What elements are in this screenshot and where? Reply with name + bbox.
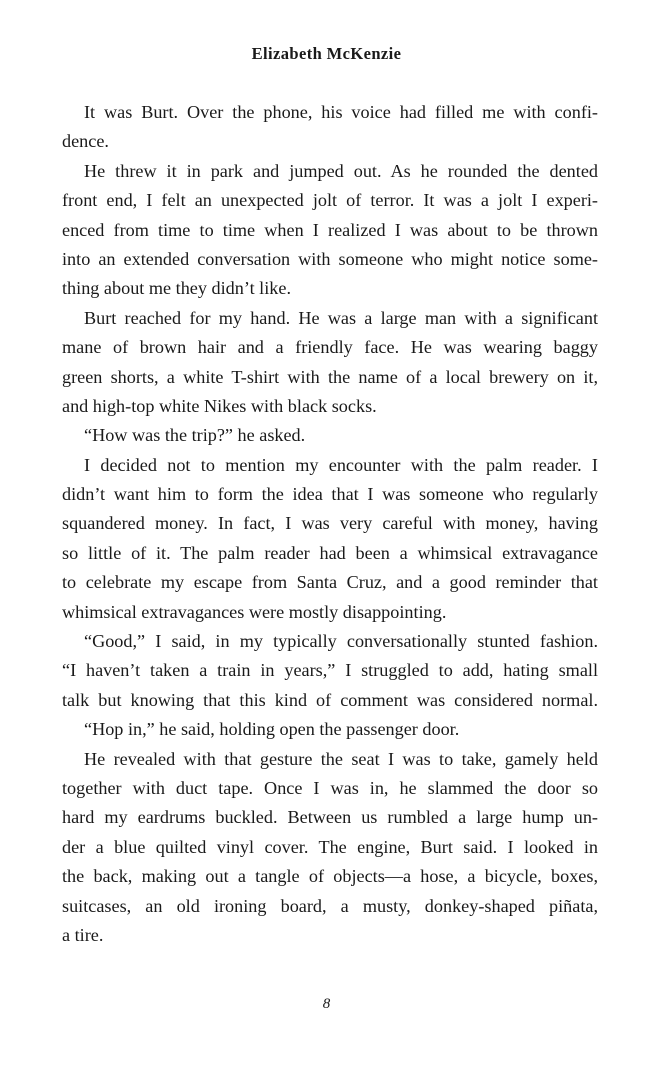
text-line: I decided not to mention my encounter with the palm reader. I xyxy=(84,454,598,475)
text-line: He revealed with that gesture the seat I was to take, gamely held xyxy=(84,748,598,769)
text-line: front end, I felt an unexpected jolt of terror. It was a jolt I experi- xyxy=(62,190,598,211)
body-text xyxy=(62,98,598,950)
text-line: talk but knowing that this kind of comment was considered normal. xyxy=(62,689,598,710)
text-line: squandered money. In fact, I was very careful with money, having xyxy=(62,513,598,534)
text-line: hard my eardrums buckled. Between us rumbled a large hump un- xyxy=(62,807,598,828)
text-line: so little of it. The palm reader had been a whimsical extravagance xyxy=(62,542,598,563)
text-line: der a blue quilted vinyl cover. The engine, Burt said. I looked in xyxy=(62,836,598,857)
text-line: It was Burt. Over the phone, his voice had filled me with confi- xyxy=(84,102,598,122)
text-line: “I haven’t taken a train in years,” I struggled to add, hating small xyxy=(62,660,598,681)
text-line: into an extended conversation with someone who might notice some- xyxy=(62,248,598,269)
text-line: “Hop in,” he said, holding open the passenger door. xyxy=(84,719,460,740)
text-line: thing about me they didn’t like. xyxy=(62,278,291,299)
text-line: the back, making out a tangle of objects—a hose, a bicycle, boxes, xyxy=(62,866,598,887)
text-line: green shorts, a white T-shirt with the name of a local brewery on it, xyxy=(62,366,598,387)
text-line: and high-top white Nikes with black socks. xyxy=(62,395,377,416)
text-line: enced from time to time when I realized I was about to be thrown xyxy=(62,219,598,240)
running-head-author: Elizabeth McKenzie xyxy=(251,44,402,63)
text-line: didn’t want him to form the idea that I was someone who regularly xyxy=(62,484,598,505)
text-line: Burt reached for my hand. He was a large man with a significant xyxy=(84,307,598,328)
page-number: 8 xyxy=(322,996,331,1012)
text-line: together with duct tape. Once I was in, he slammed the door so xyxy=(62,777,598,798)
text-line: “Good,” I said, in my typically conversationally stunted fashion. xyxy=(84,631,598,652)
text-line: suitcases, an old ironing board, a musty, donkey-shaped piñata, xyxy=(62,895,598,916)
text-line: dence. xyxy=(62,131,109,152)
text-line: “How was the trip?” he asked. xyxy=(84,425,306,446)
text-line: whimsical extravagances were mostly disappointing. xyxy=(62,601,447,622)
text-line: a tire. xyxy=(62,924,104,945)
text-line: He threw it in park and jumped out. As he rounded the dented xyxy=(84,160,598,181)
text-line: mane of brown hair and a friendly face. He was wearing baggy xyxy=(62,337,598,358)
text-line: to celebrate my escape from Santa Cruz, and a good reminder that xyxy=(62,572,598,593)
